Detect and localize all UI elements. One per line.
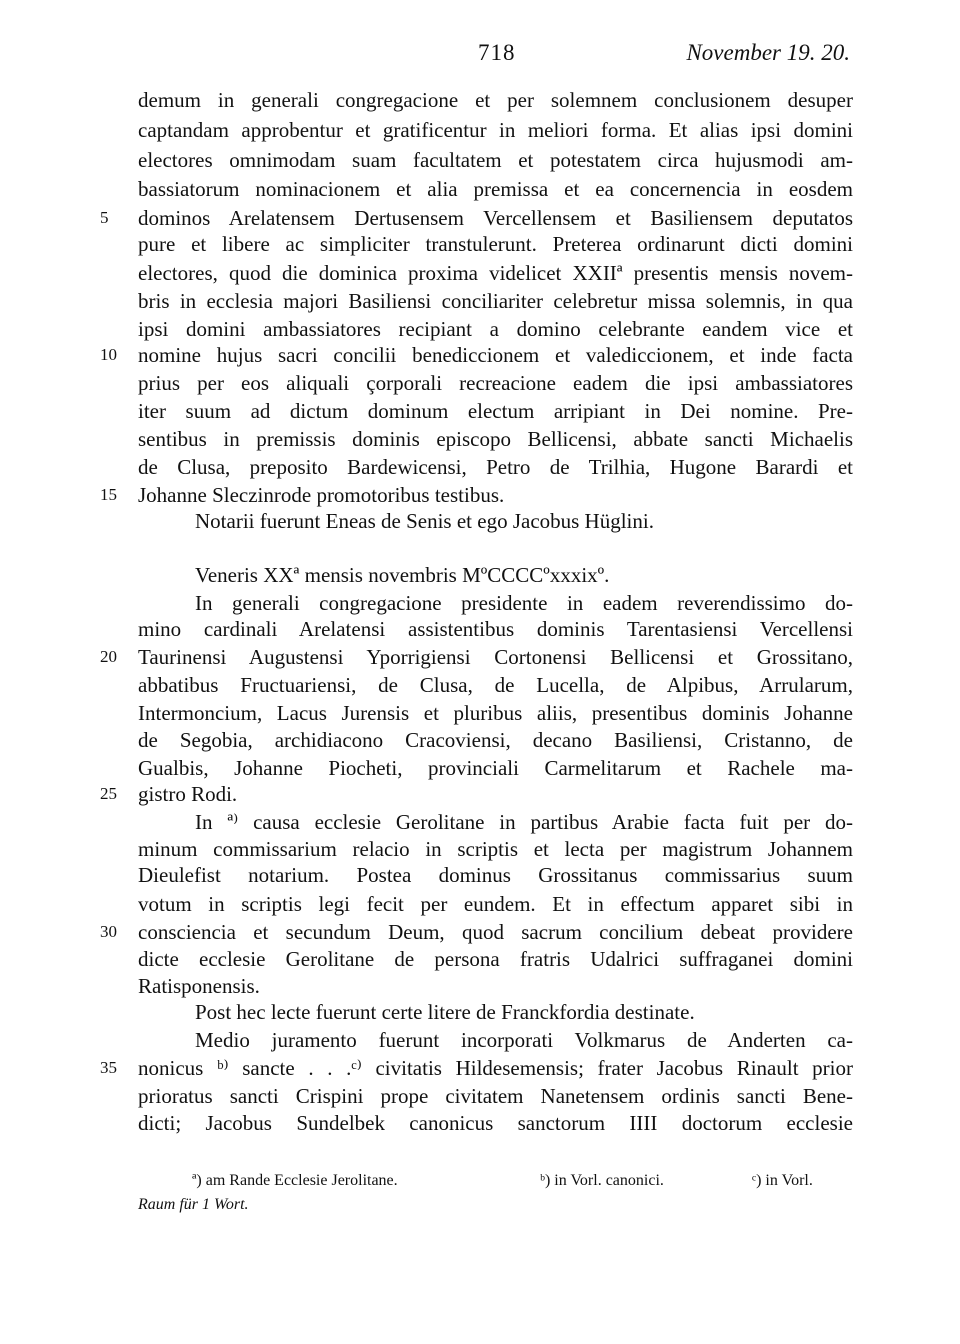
- text-line: nonicus ᵇ⁾ sancte . . .ᶜ⁾ civitatis Hildesemensis; frater Jacobus Rinault prior: [138, 1056, 853, 1080]
- text-line: bassiatorum nominacionem et alia premissa et ea concernencia in eosdem: [138, 177, 853, 201]
- text-line: sentibus in premissis dominis episcopo Bellicensi, abbate sancti Michaelis: [138, 427, 853, 451]
- running-head: November 19. 20.: [686, 40, 850, 65]
- text-line: dicte ecclesie Gerolitane de persona fratris Udalrici suffraganei domini: [138, 947, 853, 971]
- text-line: Post hec lecte fuerunt certe litere de Franckfordia destinate.: [195, 1000, 695, 1024]
- line-number: 15: [100, 485, 117, 504]
- line-number: 20: [100, 647, 117, 666]
- text-line: votum in scriptis legi fecit per eundem. Et in effectum apparet sibi in: [138, 892, 853, 916]
- text-line: iter suum ad dictum dominum electum arripiant in Dei nomine. Pre-: [138, 399, 853, 423]
- text-line: In ª⁾ causa ecclesie Gerolitane in partibus Arabie facta fuit per do-: [195, 810, 853, 834]
- line-number: 35: [100, 1058, 117, 1077]
- date-heading: Veneris XXª mensis novembris MºCCCCºxxxixº.: [195, 563, 610, 587]
- text-line: pure et libere ac simpliciter transtulerunt. Preterea ordinarunt dicti domini: [138, 232, 853, 256]
- text-line: de Clusa, preposito Bardewicensi, Petro de Trilhia, Hugone Barardi et: [138, 455, 853, 479]
- text-line: consciencia et secundum Deum, quod sacrum concilium debeat providere: [138, 920, 853, 944]
- line-number: 5: [100, 208, 109, 227]
- text-line: electores omnimodam suam facultatem et potestatem circa hujusmodi am-: [138, 148, 853, 172]
- text-line: Medio juramento fuerunt incorporati Volkmarus de Anderten ca-: [195, 1028, 853, 1052]
- line-number: 10: [100, 345, 117, 364]
- text-line: captandam approbentur et gratificentur in meliori forma. Et alias ipsi domini: [138, 118, 853, 142]
- text-line: Taurinensi Augustensi Yporrigiensi Cortonensi Bellicensi et Grossitano,: [138, 645, 853, 669]
- text-line: nomine hujus sacri concilii benediccionem et valediccionem, et inde facta: [138, 343, 853, 367]
- text-line: dicti; Jacobus Sundelbek canonicus sanctorum IIII doctorum ecclesie: [138, 1111, 853, 1135]
- footnote-c-continued: Raum für 1 Wort.: [138, 1196, 249, 1213]
- text-line: Dieulefist notarium. Postea dominus Grossitanus commissarius suum: [138, 863, 853, 887]
- text-line: mino cardinali Arelatensi assistentibus dominis Tarentasiensi Vercellensi: [138, 617, 853, 641]
- line-number: 30: [100, 922, 117, 941]
- text-line: dominos Arelatensem Dertusensem Vercellensem et Basiliensem deputatos: [138, 206, 853, 230]
- text-line: bris in ecclesia majori Basiliensi conciliariter celebretur missa solemnis, in qua: [138, 289, 853, 313]
- footnote-c: ᶜ) in Vorl.: [752, 1172, 813, 1189]
- text-line: ipsi domini ambassiatores recipiant a domino celebrante eandem vice et: [138, 317, 853, 341]
- text-line: Intermoncium, Lacus Jurensis et pluribus aliis, presentibus dominis Johanne: [138, 701, 853, 725]
- text-line: Ratisponensis.: [138, 974, 260, 998]
- text-line: Johanne Sleczinrode promotoribus testibus.: [138, 483, 505, 507]
- footnote-b: ᵇ) in Vorl. canonici.: [540, 1172, 664, 1189]
- text-line: prioratus sancti Crispini prope civitatem Nanetensem ordinis sancti Bene-: [138, 1084, 853, 1108]
- text-line: gistro Rodi.: [138, 782, 238, 806]
- text-line: In generali congregacione presidente in eadem reverendissimo do-: [195, 591, 853, 615]
- text-line: prius per eos aliquali çorporali recreacione eadem die ipsi ambassiatores: [138, 371, 853, 395]
- footnote-a: ª) am Rande Ecclesie Jerolitane.: [192, 1172, 398, 1189]
- text-line: abbatibus Fructuariensi, de Clusa, de Lucella, de Alpibus, Arrularum,: [138, 673, 853, 697]
- line-number: 25: [100, 784, 117, 803]
- text-line: demum in generali congregacione et per solemnem conclusionem desuper: [138, 88, 853, 112]
- text-line: Notarii fuerunt Eneas de Senis et ego Jacobus Hüglini.: [195, 509, 654, 533]
- text-line: Gualbis, Johanne Piocheti, provinciali Carmelitarum et Rachele ma-: [138, 756, 853, 780]
- page-number: 718: [478, 40, 516, 65]
- text-line: electores, quod die dominica proxima videlicet XXIIª presentis mensis novem-: [138, 261, 853, 285]
- text-line: minum commissarium relacio in scriptis et lecta per magistrum Johannem: [138, 837, 853, 861]
- text-line: de Segobia, archidiacono Cracoviensi, decano Basiliensi, Cristanno, de: [138, 728, 853, 752]
- page-header: [0, 40, 960, 76]
